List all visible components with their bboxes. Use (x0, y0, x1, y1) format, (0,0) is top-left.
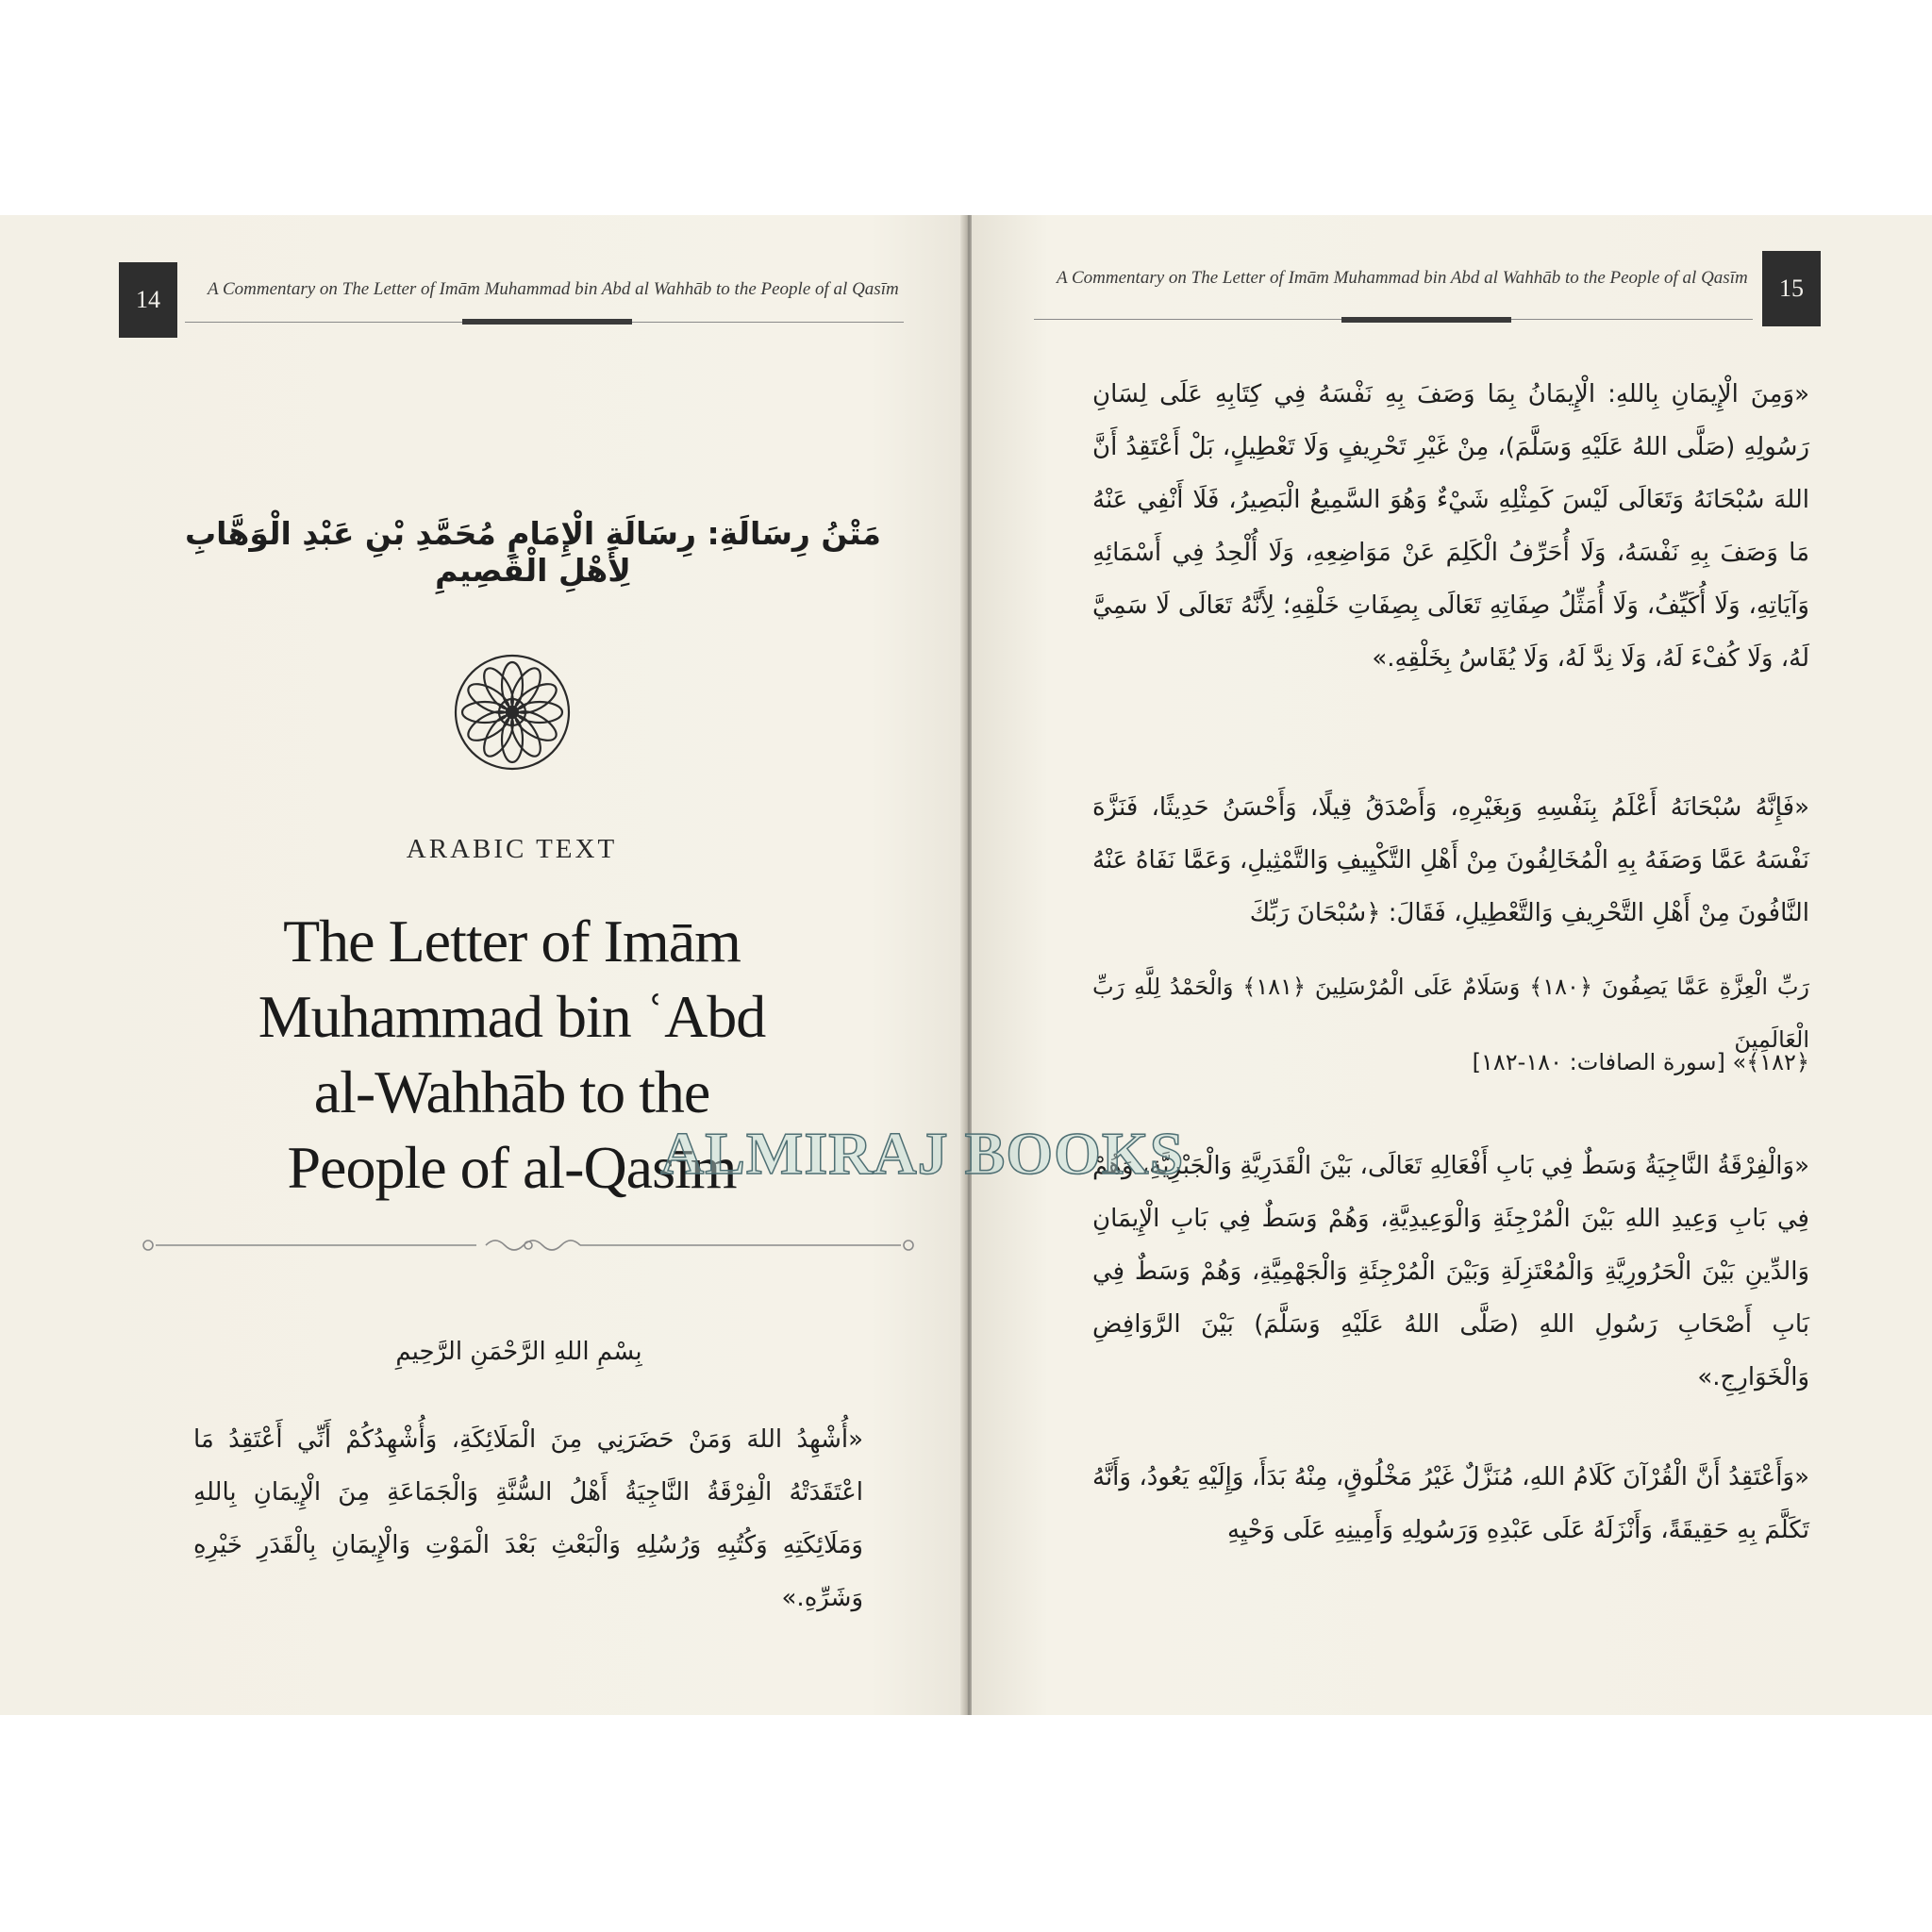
page-number: 15 (1762, 251, 1821, 326)
arabic-paragraph: «فَإِنَّهُ سُبْحَانَهُ أَعْلَمُ بِنَفْسِهِ وَبِغَيْرِهِ، وَأَصْدَقُ قِيلًا، وَأَحْسَنُ حَدِيثًا، فَنَزَّهَ نَفْسَهُ عَمَّا وَصَفَهُ بِهِ الْمُخَالِفُونَ مِنْ أَهْلِ التَّكْيِيفِ وَالتَّمْثِيلِ، وَعَمَّا نَفَاهُ عَنْهُ النَّافُونَ مِنْ أَهْلِ التَّحْرِيفِ وَالتَّعْطِيلِ، فَقَالَ: ﴿سُبْحَانَ رَبِّكَ (1092, 793, 1809, 927)
title-line: People of al-Qasīm (287, 1134, 737, 1201)
header-rule-accent (1341, 317, 1511, 323)
header-rule-accent (462, 319, 632, 325)
quran-verse: رَبِّ الْعِزَّةِ عَمَّا يَصِفُونَ ﴿١٨٠﴾ وَسَلَامٌ عَلَى الْمُرْسَلِينَ ﴿١٨١﴾ وَالْحَمْدُ لِلَّهِ رَبِّ الْعَالَمِينَ (1092, 974, 1809, 1053)
watermark: ALMIRAJ BOOKS (660, 1120, 1185, 1187)
title-line: The Letter of Imām (283, 908, 741, 974)
page-number: 14 (119, 262, 177, 338)
arabic-heading: مَتْنُ رِسَالَةِ: رِسَالَةِ الْإِمَامِ مُحَمَّدِ بْنِ عَبْدِ الْوَهَّابِ لِأَهْلِ الْقَصِيمِ (185, 515, 881, 589)
right-page (972, 215, 1932, 1715)
verse-reference: ﴿١٨٢﴾» [سورة الصافات: ١٨٠-١٨٢] (1472, 1049, 1809, 1075)
running-header: A Commentary on The Letter of Imām Muhammad bin Abd al Wahhāb to the People of al Qasīm (1057, 268, 1748, 288)
arabic-paragraph: «وَأَعْتَقِدُ أَنَّ الْقُرْآنَ كَلَامُ اللهِ، مُنَزَّلٌ غَيْرُ مَخْلُوقٍ، مِنْهُ بَدَأَ، وَإِلَيْهِ يَعُودُ، وَأَنَّهُ تَكَلَّمَ بِهِ حَقِيقَةً، وَأَنْزَلَهُ عَلَى عَبْدِهِ وَرَسُولِهِ وَأَمِينِهِ عَلَى وَحْيِهِ (1092, 1463, 1809, 1544)
section-label: ARABIC TEXT (406, 834, 618, 864)
basmala: بِسْمِ اللهِ الرَّحْمَنِ الرَّحِيمِ (395, 1338, 642, 1366)
arabic-body-text: «أُشْهِدُ اللهَ وَمَنْ حَضَرَنِي مِنَ الْمَلَائِكَةِ، وَأُشْهِدُكُمْ أَنِّي أَعْتَقِدُ مَا اعْتَقَدَتْهُ الْفِرْقَةُ النَّاجِيَةُ أَهْلُ السُّنَّةِ وَالْجَمَاعَةِ مِنَ الْإِيمَانِ بِاللهِ وَمَلَائِكَتِهِ وَكُتُبِهِ وَرُسُلِهِ وَالْبَعْثِ بَعْدَ الْمَوْتِ وَالْإِيمَانِ بِالْقَدَرِ خَيْرِهِ وَشَرِّهِ.» (193, 1425, 863, 1612)
title-line: al-Wahhāb to the (313, 1058, 710, 1125)
running-header: A Commentary on The Letter of Imām Muhammad bin Abd al Wahhāb to the People of al Qasīm (208, 279, 899, 299)
title-line: Muhammad bin ʿAbd (258, 983, 766, 1050)
arabic-paragraph: «وَمِنَ الْإِيمَانِ بِاللهِ: الْإِيمَانُ بِمَا وَصَفَ بِهِ نَفْسَهُ فِي كِتَابِهِ عَلَى لِسَانِ رَسُولِهِ (صَلَّى اللهُ عَلَيْهِ وَسَلَّمَ)، مِنْ غَيْرِ تَحْرِيفٍ وَلَا تَعْطِيلٍ، بَلْ أَعْتَقِدُ أَنَّ اللهَ سُبْحَانَهُ وَتَعَالَى لَيْسَ كَمِثْلِهِ شَيْءٌ وَهُوَ السَّمِيعُ الْبَصِيرُ، فَلَا أَنْفِي عَنْهُ مَا وَصَفَ بِهِ نَفْسَهُ، وَلَا أُحَرِّفُ الْكَلِمَ عَنْ مَوَاضِعِهِ، وَلَا أُلْحِدُ فِي أَسْمَائِهِ وَآيَاتِهِ، وَلَا أُكَيِّفُ، وَلَا أُمَثِّلُ صِفَاتِهِ تَعَالَى بِصِفَاتِ خَلْقِهِ؛ لِأَنَّهُ تَعَالَى لَا سَمِيَّ لَهُ، وَلَا كُفْءَ لَهُ، وَلَا نِدَّ لَهُ، وَلَا يُقَاسُ بِخَلْقِهِ.» (1092, 380, 1809, 673)
book-spread (0, 215, 1932, 1715)
left-page (0, 215, 967, 1715)
arabic-paragraph: «وَالْفِرْقَةُ النَّاجِيَةُ وَسَطٌ فِي بَابِ أَفْعَالِهِ تَعَالَى، بَيْنَ الْقَدَرِيَّةِ وَالْجَبْرِيَّةِ، وَهُمْ فِي بَابِ وَعِيدِ اللهِ بَيْنَ الْمُرْجِئَةِ وَالْوَعِيدِيَّةِ، وَهُمْ وَسَطٌ فِي بَابِ الْإِيمَانِ وَالدِّينِ بَيْنَ الْحَرُورِيَّةِ وَالْمُعْتَزِلَةِ وَبَيْنَ الْمُرْجِئَةِ وَالْجَهْمِيَّةِ، وَهُمْ وَسَطٌ فِي بَابِ أَصْحَابِ رَسُولِ اللهِ (صَلَّى اللهُ عَلَيْهِ وَسَلَّمَ) بَيْنَ الرَّوَافِضِ وَالْخَوَارِجِ.» (1092, 1152, 1809, 1391)
rosette-ornament-icon (451, 651, 574, 774)
ornamental-divider-icon (137, 1234, 920, 1257)
